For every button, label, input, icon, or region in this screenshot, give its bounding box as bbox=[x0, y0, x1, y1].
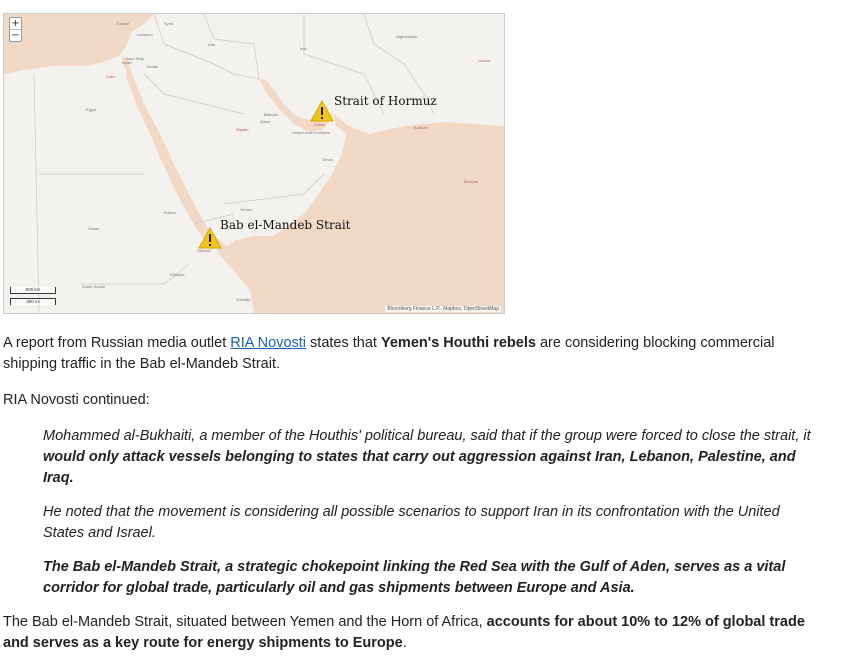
label-riyadh: Riyadh bbox=[236, 127, 249, 132]
text: The Bab el-Mandeb Strait, situated between Yemen and the Horn of Africa, bbox=[3, 614, 487, 630]
bold-text: Yemen's Houthi rebels bbox=[381, 335, 536, 351]
label-oman: Oman bbox=[322, 157, 333, 162]
callout-strait-of-hormuz: Strait of Hormuz bbox=[334, 94, 437, 108]
paragraph-closing bbox=[3, 612, 823, 654]
bold-text: The Bab el-Mandeb Strait, a strategic chokepoint linking the Red Sea with the Gulf of Aden, serves as a vital corridor for global trade, particularly oil and gas shipments between Europe and Asia. bbox=[43, 559, 786, 596]
label-lahore: Lahore bbox=[478, 58, 491, 63]
bold-text: would only attack vessels belonging to states that carry out aggression against Iran, Lebanon, Palestine, and Iraq. bbox=[43, 449, 796, 486]
text: Mohammed al-Bukhaiti, a member of the Houthis' political bureau, said that if the group were forced to close the strait, it bbox=[43, 428, 811, 444]
label-iran: Iran bbox=[300, 46, 307, 51]
label-iraq: Iraq bbox=[208, 42, 215, 47]
label-gaza: Gaza Strip bbox=[125, 56, 144, 61]
callout-bab-el-mandeb: Bab el-Mandeb Strait bbox=[220, 218, 351, 232]
quote-paragraph-3 bbox=[43, 557, 823, 599]
label-sudan: Sudan bbox=[88, 226, 100, 231]
zoom-out-button[interactable]: − bbox=[11, 30, 20, 41]
label-lebanon: Lebanon bbox=[137, 32, 153, 37]
ria-novosti-link[interactable]: RIA Novosti bbox=[230, 335, 307, 351]
label-uae: United Arab Emirates bbox=[292, 130, 330, 135]
label-bahrain: Bahrain bbox=[264, 112, 278, 117]
label-cairo: Cairo bbox=[106, 74, 116, 79]
label-syria: Syria bbox=[164, 21, 174, 26]
label-dubai: Dubai bbox=[314, 122, 325, 127]
label-qatar: Qatar bbox=[260, 119, 271, 124]
label-yemen: Yemen bbox=[240, 207, 253, 212]
scale-km: 500 km bbox=[10, 287, 56, 294]
label-eritrea: Eritrea bbox=[164, 210, 176, 215]
label-ethiopia: Ethiopia bbox=[170, 272, 185, 277]
paragraph-continued: RIA Novosti continued: bbox=[3, 392, 150, 408]
warning-icon[interactable] bbox=[198, 227, 222, 249]
zoom-controls bbox=[9, 17, 22, 42]
text: are considering blocking commercial shipping traffic in the Bab el-Mandeb Strait. bbox=[3, 335, 775, 372]
scale-bar bbox=[10, 287, 56, 305]
label-turkey: Türkiye bbox=[116, 21, 130, 26]
quote-paragraph-1 bbox=[43, 426, 823, 489]
blockquote bbox=[43, 426, 823, 599]
label-south-sudan: South Sudan bbox=[82, 284, 106, 289]
label-mumbai: Mumbai bbox=[464, 179, 479, 184]
label-djibouti: Djibouti bbox=[197, 248, 211, 253]
zoom-in-button[interactable]: + bbox=[11, 18, 20, 29]
label-israel: Israel bbox=[122, 60, 132, 65]
quote-paragraph-2: He noted that the movement is considering all possible scenarios to support Iran in its confrontation with the United States and Israel. bbox=[43, 504, 780, 541]
map-attribution[interactable]: Bloomberg Finance L.P., Mapbox, OpenStreetMap bbox=[387, 306, 499, 312]
warning-icon[interactable] bbox=[310, 100, 334, 122]
bold-text: accounts for about 10% to 12% of global trade and serves as a key route for energy shipments to Europe bbox=[3, 614, 805, 651]
article-body bbox=[3, 333, 823, 669]
map-canvas[interactable] bbox=[4, 14, 504, 313]
label-egypt: Egypt bbox=[86, 107, 97, 112]
label-somalia: Somalia bbox=[236, 297, 251, 302]
paragraph-intro bbox=[3, 333, 823, 375]
label-jordan: Jordan bbox=[146, 64, 159, 69]
label-afghanistan: Afghanistan bbox=[396, 34, 418, 39]
text: . bbox=[402, 635, 407, 651]
label-karachi: Karachi bbox=[414, 125, 428, 130]
text: A report from Russian media outlet bbox=[3, 335, 231, 351]
map-panel[interactable] bbox=[3, 13, 505, 314]
text: states that bbox=[306, 335, 381, 351]
scale-mi: 300 mi bbox=[10, 298, 56, 305]
